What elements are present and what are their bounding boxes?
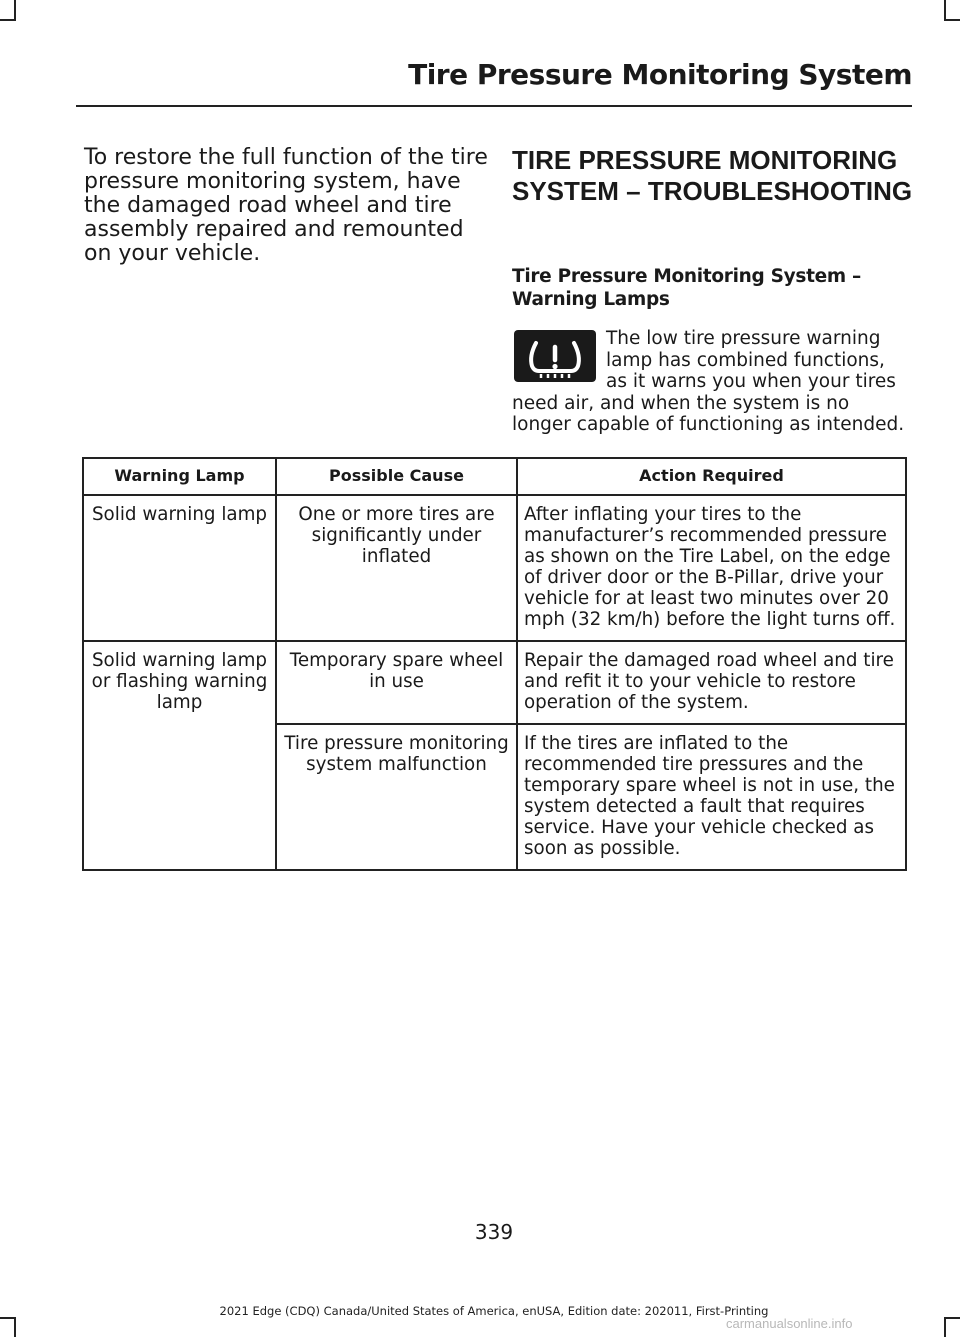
section-heading: TIRE PRESSURE MONITORING SYSTEM – TROUBLESHOOTING: [512, 145, 913, 206]
warning-lamp-table: [82, 457, 907, 871]
warning-lamp-cell: Solid warning lamp or flashing warning lamp: [83, 641, 276, 870]
column-header-action-required: Action Required: [517, 458, 906, 495]
crop-mark: [14, 0, 16, 20]
section-subheading: Tire Pressure Monitoring System – Warning Lamps: [512, 266, 861, 310]
crop-mark: [14, 1317, 16, 1337]
icon-spacer: [512, 328, 606, 392]
action-required-cell: If the tires are inflated to the recommended tire pressures and the temporary spare wheel is not in use, the system detected a fault that requires service. Have your vehicle checked as soon as possible.: [517, 724, 906, 870]
table-row: [83, 495, 906, 641]
title-divider: [76, 105, 912, 107]
page-title: Tire Pressure Monitoring System: [408, 58, 912, 91]
crop-mark: [944, 1317, 946, 1337]
possible-cause-cell: One or more tires are significantly under inflated: [276, 495, 517, 641]
intro-paragraph: To restore the full function of the tire pressure monitoring system, have the damaged road wheel and tire assembly repaired and remounted on your vehicle.: [84, 145, 488, 266]
column-header-possible-cause: Possible Cause: [276, 458, 517, 495]
crop-mark: [0, 19, 16, 21]
action-required-cell: Repair the damaged road wheel and tire and refit it to your vehicle to restore operation of the system.: [517, 641, 906, 724]
crop-mark: [944, 0, 946, 20]
action-required-cell: After inflating your tires to the manufacturer’s recommended pressure as shown on the Tire Label, on the edge of driver door or the B-Pillar, drive your vehicle for at least two minutes over 20 mph (32 km/h) before the light turns off.: [517, 495, 906, 641]
warning-lamp-cell: Solid warning lamp: [83, 495, 276, 641]
warning-lamp-text: The low tire pressure warning lamp has combined functions, as it warns you when your tires need air, and when the system is no longer capable of functioning as intended.: [512, 328, 905, 435]
column-header-warning-lamp: Warning Lamp: [83, 458, 276, 495]
watermark: carmanualsonline.info: [726, 1316, 853, 1331]
table-header-row: [83, 458, 906, 495]
possible-cause-cell: Tire pressure monitoring system malfunction: [276, 724, 517, 870]
possible-cause-cell: Temporary spare wheel in use: [276, 641, 517, 724]
table-row: [83, 641, 906, 724]
edition-footer: 2021 Edge (CDQ) Canada/United States of America, enUSA, Edition date: 202011, First-Printing: [219, 1304, 769, 1318]
page-number: 339: [474, 1220, 514, 1244]
crop-mark: [944, 19, 960, 21]
warning-lamp-description: [512, 328, 908, 436]
